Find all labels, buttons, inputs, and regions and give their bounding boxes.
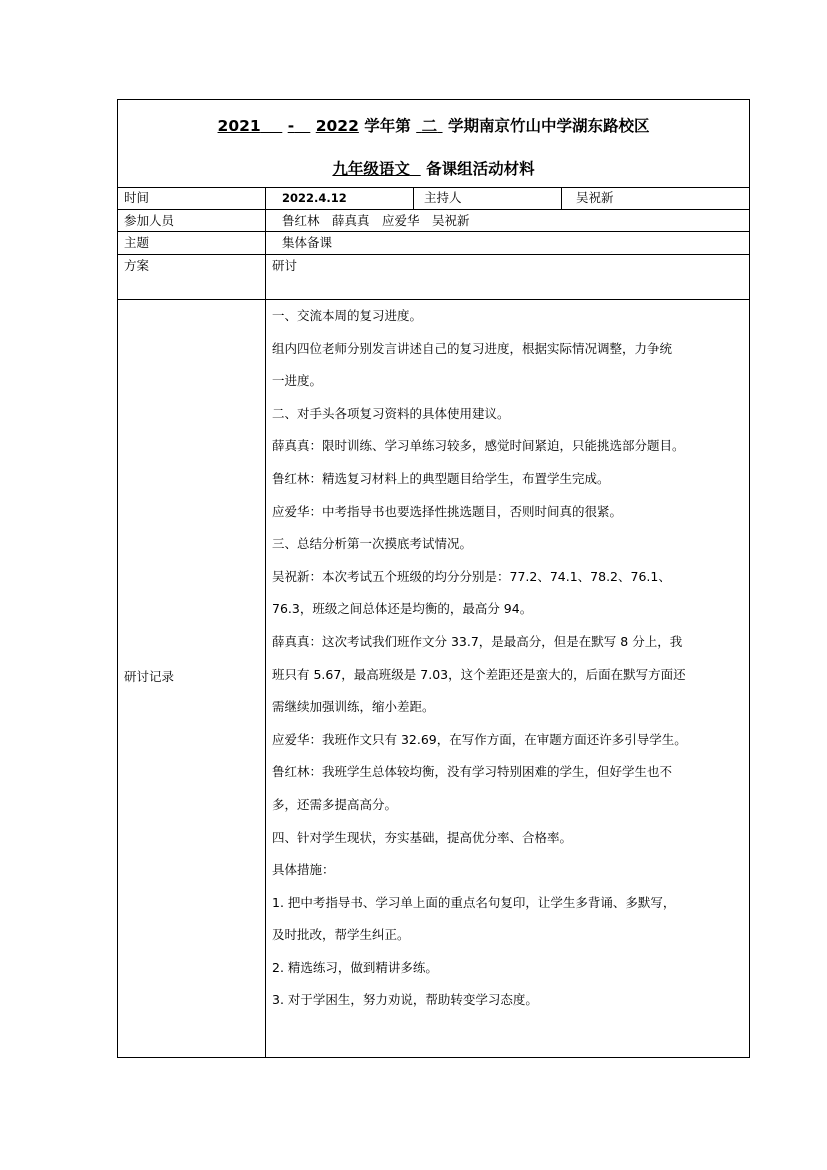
record-line: 三、总结分析第一次摸底考试情况。 bbox=[272, 536, 473, 552]
underline-space bbox=[410, 160, 421, 178]
year-text: 学年第 bbox=[364, 117, 411, 135]
record-line: 及时批改，帮学生纠正。 bbox=[272, 927, 410, 943]
host-label: 主持人 bbox=[424, 190, 462, 205]
school-text: 学期南京竹山中学湖东路校区 bbox=[447, 117, 650, 135]
record-line: 应爱华：我班作文只有 32.69，在写作方面，在审题方面还许多引导学生。 bbox=[272, 731, 687, 747]
time-value: 2022.4.12 bbox=[282, 191, 347, 205]
divider bbox=[265, 300, 266, 1057]
record-line: 鲁红林：精选复习材料上的典型题目给学生，布置学生完成。 bbox=[272, 470, 610, 486]
term-number: 二 bbox=[421, 117, 438, 135]
record-line: 多，还需多提高高分。 bbox=[272, 796, 398, 812]
group-name: 九年级语文 bbox=[332, 160, 410, 178]
record-line: 76.3，班级之间总体还是均衡的，最高分 94。 bbox=[272, 601, 533, 617]
record-line: 二、对手头各项复习资料的具体使用建议。 bbox=[272, 405, 510, 421]
record-line: 四、针对学生现状，夯实基础，提高优分率、合格率。 bbox=[272, 829, 573, 845]
title-line-1 bbox=[118, 114, 749, 136]
record-line: 应爱华：中考指导书也要选择性挑选题目，否则时间真的很紧。 bbox=[272, 503, 623, 519]
underline-space bbox=[294, 117, 310, 135]
year-end: 2022 bbox=[315, 117, 359, 135]
record-line: 班只有 5.67，最高班级是 7.03，这个差距还是蛮大的，后面在默写方面还 bbox=[272, 666, 686, 682]
plan-row bbox=[118, 255, 749, 300]
topic-value: 集体备课 bbox=[282, 235, 333, 250]
underline-space bbox=[437, 117, 442, 135]
plan-label: 方案 bbox=[124, 258, 150, 273]
topic-row bbox=[118, 232, 749, 255]
record-line: 2. 精选练习，做到精讲多练。 bbox=[272, 959, 438, 975]
host-value: 吴祝新 bbox=[576, 190, 614, 205]
record-line: 3. 对于学困生，努力劝说，帮助转变学习态度。 bbox=[272, 992, 538, 1008]
plan-value: 研讨 bbox=[272, 258, 298, 273]
time-row bbox=[118, 187, 749, 210]
record-line: 吴祝新：本次考试五个班级的均分分别是：77.2、74.1、78.2、76.1、 bbox=[272, 568, 671, 584]
year-dash: - bbox=[287, 117, 295, 135]
record-line: 1. 把中考指导书、学习单上面的重点名句复印，让学生多背诵、多默写， bbox=[272, 894, 676, 910]
record-content bbox=[272, 300, 742, 1017]
title-suffix: 备课组活动材料 bbox=[426, 160, 535, 178]
record-line: 需继续加强训练，缩小差距。 bbox=[272, 699, 435, 715]
record-line: 薛真真：限时训练、学习单练习较多，感觉时间紧迫，只能挑选部分题目。 bbox=[272, 438, 685, 454]
record-line: 具体措施： bbox=[272, 862, 335, 878]
record-line: 一、交流本周的复习进度。 bbox=[272, 308, 423, 323]
time-label: 时间 bbox=[124, 190, 150, 205]
record-line: 一进度。 bbox=[272, 373, 323, 389]
record-label: 研讨记录 bbox=[124, 669, 175, 684]
record-line: 薛真真：这次考试我们班作文分 33.7，是最高分，但是在默写 8 分上，我 bbox=[272, 633, 683, 649]
underline-space bbox=[261, 117, 283, 135]
title-block bbox=[118, 100, 749, 188]
record-line: 鲁红林：我班学生总体较均衡，没有学习特别困难的学生，但好学生也不 bbox=[272, 764, 673, 780]
participants-row bbox=[118, 210, 749, 232]
record-line: 组内四位老师分别发言讲述自己的复习进度，根据实际情况调整，力争统 bbox=[272, 340, 673, 356]
participants-label: 参加人员 bbox=[124, 213, 175, 228]
activity-record-table bbox=[117, 99, 750, 1058]
title-line-2 bbox=[118, 157, 749, 179]
year-start: 2021 bbox=[217, 117, 261, 135]
topic-label: 主题 bbox=[124, 235, 150, 250]
participants-value: 鲁红林 薛真真 应爱华 吴祝新 bbox=[282, 213, 470, 228]
